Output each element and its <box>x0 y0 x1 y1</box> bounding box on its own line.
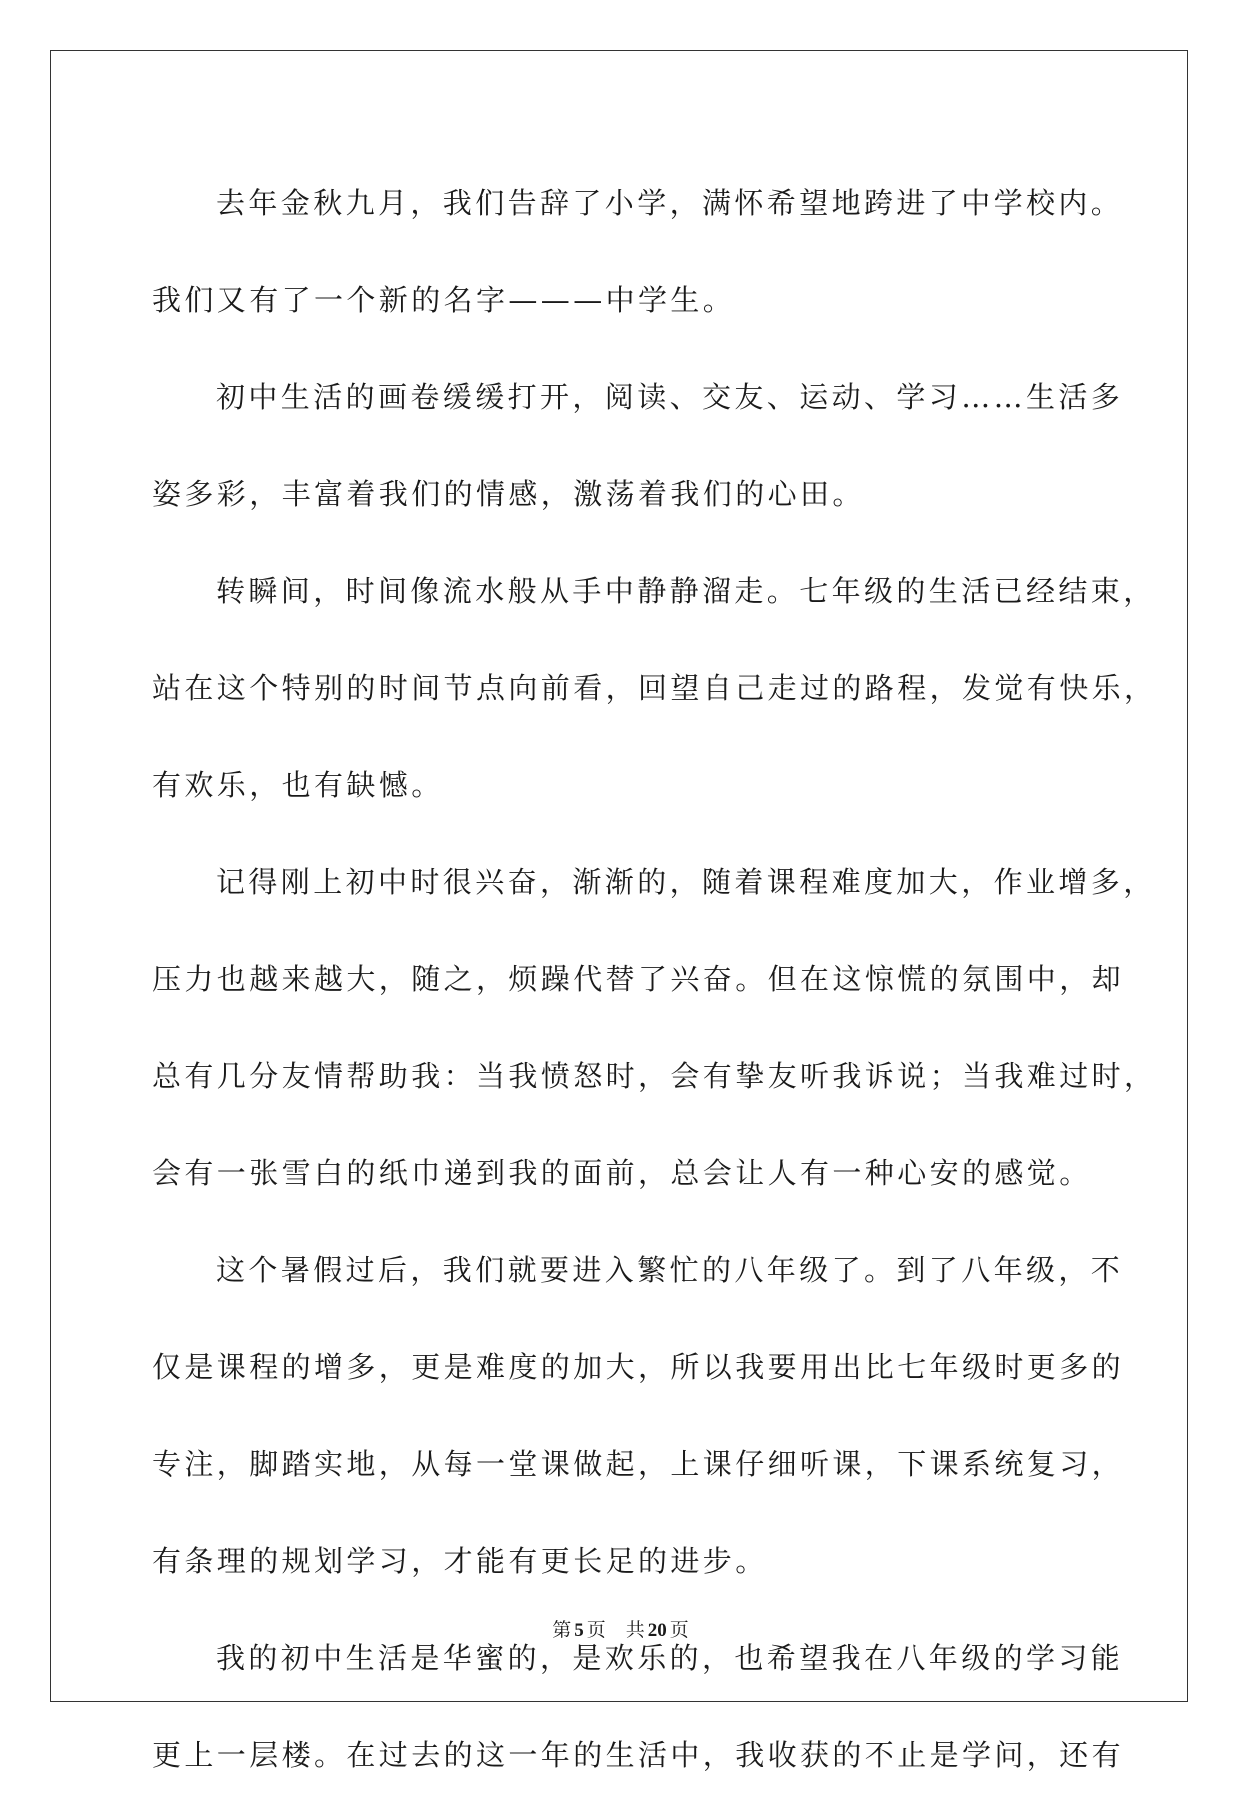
total-pages: 20 <box>647 1620 667 1641</box>
paragraph-3 <box>152 543 1157 834</box>
paragraph-1 <box>152 155 1124 349</box>
page-label-prefix: 第 <box>552 1619 572 1641</box>
text-line: 初中生活的画卷缓缓打开，阅读、交友、运动、学习……生活多 <box>216 380 1124 414</box>
text-line: 站在这个特别的时间节点向前看，回望自己走过的路程，发觉有快乐， <box>152 671 1157 705</box>
text-line: 记得刚上初中时很兴奋，渐渐的，随着课程难度加大，作业增多， <box>216 865 1156 899</box>
paragraph-4 <box>152 834 1157 1222</box>
page-footer <box>0 1615 1241 1642</box>
page-label-suffix: 页 <box>586 1619 606 1641</box>
text-line: 我的初中生活是华蜜的，是欢乐的，也希望我在八年级的学习能 <box>216 1641 1124 1675</box>
text-line: 去年金秋九月，我们告辞了小学，满怀希望地跨进了中学校内。 <box>216 186 1124 220</box>
text-line: 有条理的规划学习，才能有更长足的进步。 <box>152 1544 768 1578</box>
text-line: 压力也越来越大，随之，烦躁代替了兴奋。但在这惊慌的氛围中，却 <box>152 962 1125 996</box>
paragraph-5 <box>152 1222 1125 1610</box>
total-label-prefix: 共 <box>625 1619 645 1641</box>
text-line: 这个暑假过后，我们就要进入繁忙的八年级了。到了八年级，不 <box>216 1253 1124 1287</box>
text-line: 总有几分友情帮助我：当我愤怒时，会有挚友听我诉说；当我难过时， <box>152 1059 1157 1093</box>
text-line: 有欢乐，也有缺憾。 <box>152 768 444 802</box>
text-line: 会有一张雪白的纸巾递到我的面前，总会让人有一种心安的感觉。 <box>152 1156 1092 1190</box>
text-line: 更上一层楼。在过去的这一年的生活中，我收获的不止是学问，还有 <box>152 1738 1125 1772</box>
text-line: 我们又有了一个新的名字———中学生。 <box>152 283 736 317</box>
text-line: 专注，脚踏实地，从每一堂课做起，上课仔细听课，下课系统复习， <box>152 1447 1125 1481</box>
paragraph-2 <box>152 349 1124 543</box>
text-line: 姿多彩，丰富着我们的情感，激荡着我们的心田。 <box>152 477 865 511</box>
text-line: 仅是课程的增多，更是难度的加大，所以我要用出比七年级时更多的 <box>152 1350 1125 1384</box>
total-label-suffix: 页 <box>669 1619 689 1641</box>
page-number: 5 <box>574 1620 584 1641</box>
document-body <box>152 155 1157 1804</box>
text-line: 转瞬间，时间像流水般从手中静静溜走。七年级的生活已经结束， <box>216 574 1156 608</box>
